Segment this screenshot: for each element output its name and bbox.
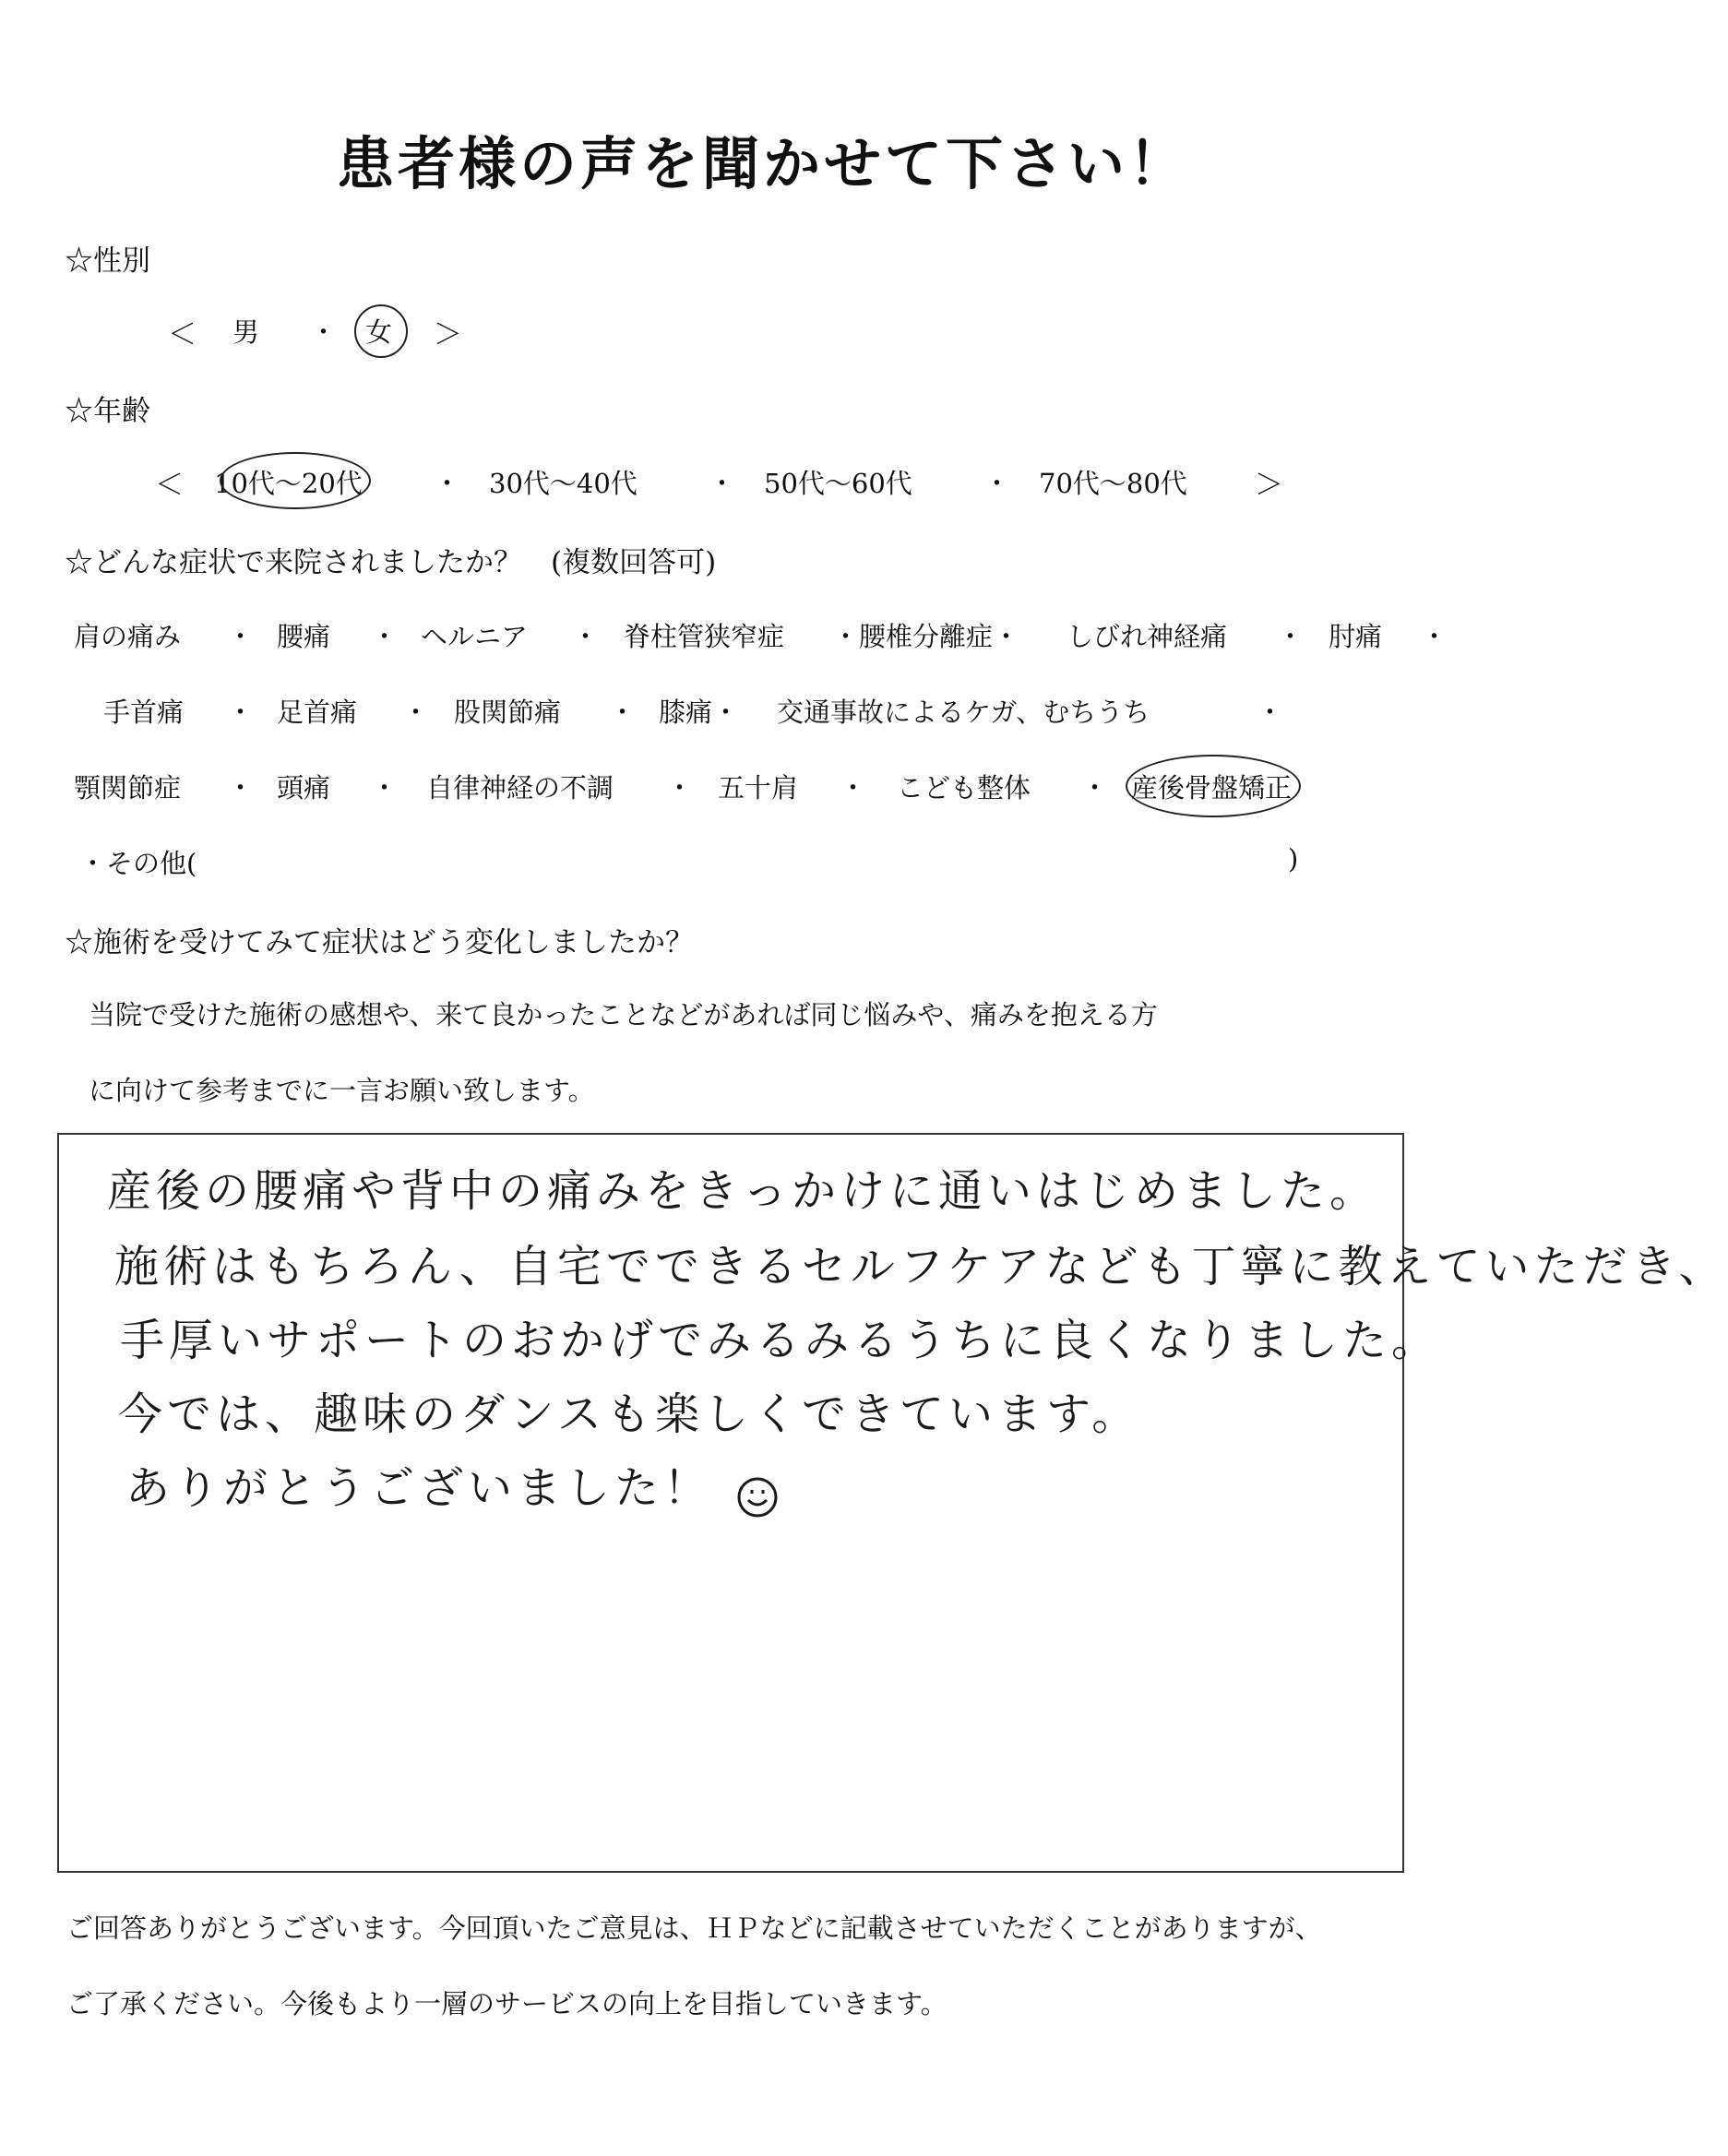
age-heading: ☆年齢 bbox=[65, 395, 150, 428]
symptom-postpartum-pelvis[interactable]: 産後骨盤矯正 bbox=[1131, 772, 1293, 804]
symptom-low-back-pain[interactable]: 腰痛 bbox=[277, 621, 331, 652]
gender-open-bracket: ＜ bbox=[168, 318, 197, 351]
answer-line-5-wrap bbox=[125, 1452, 780, 1523]
answer-line-1: 産後の腰痛や背中の痛みをきっかけに通いはじめました。 bbox=[107, 1165, 1379, 1217]
symptom-wrist-pain[interactable]: 手首痛 bbox=[103, 697, 185, 728]
female-selected-circle bbox=[354, 304, 408, 358]
change-heading: ☆施術を受けてみて症状はどう変化しましたか？ bbox=[65, 926, 694, 959]
symptom-knee-pain[interactable]: 膝痛・ bbox=[659, 697, 740, 728]
gender-heading: ☆性別 bbox=[65, 244, 150, 278]
symptom-hip-joint-pain[interactable]: 股関節痛 bbox=[454, 697, 562, 728]
age-close-bracket: ＞ bbox=[1255, 469, 1283, 502]
symptom-separator: ・ bbox=[227, 772, 255, 804]
symptom-separator: ・ bbox=[1277, 621, 1305, 652]
symptom-hernia[interactable]: ヘルニア bbox=[421, 621, 529, 652]
symptom-shoulder-pain[interactable]: 肩の痛み bbox=[74, 621, 182, 652]
symptom-separator: ・ bbox=[840, 772, 867, 804]
symptom-separator: ・ bbox=[371, 772, 399, 804]
symptom-traffic-accident[interactable]: 交通事故によるケガ、むちうち bbox=[777, 697, 1150, 728]
symptom-autonomic-disorder[interactable]: 自律神経の不調 bbox=[426, 772, 614, 804]
answer-line-4: 今では、趣味のダンスも楽しくできています。 bbox=[118, 1388, 1141, 1440]
gender-option-male[interactable]: 男 bbox=[232, 316, 260, 348]
symptom-ankle-pain[interactable]: 足首痛 bbox=[277, 697, 358, 728]
age-option-50s-60s[interactable]: 50代～60代 bbox=[764, 468, 912, 499]
symptom-kids-seitai[interactable]: こども整体 bbox=[897, 772, 1031, 804]
symptom-separator: ・ bbox=[666, 772, 694, 804]
symptom-separator: ・ bbox=[1257, 697, 1284, 728]
age-separator: ・ bbox=[709, 468, 736, 499]
postpartum-selected-circle bbox=[1126, 755, 1301, 817]
gender-separator: ・ bbox=[310, 316, 338, 348]
symptom-separator: ・ bbox=[402, 697, 430, 728]
gender-close-bracket: ＞ bbox=[434, 318, 462, 351]
answer-line-5: ありがとうございました！ bbox=[125, 1462, 713, 1514]
symptom-tmj[interactable]: 顎関節症 bbox=[74, 772, 182, 804]
change-instruction-line2: に向けて参考までに一言お願い致します。 bbox=[89, 1075, 595, 1106]
change-instruction-line1: 当院で受けた施術の感想や、来て良かったことなどがあれば同じ悩みや、痛みを抱える方 bbox=[89, 999, 1158, 1030]
age-option-70s-80s[interactable]: 70代～80代 bbox=[1039, 468, 1187, 499]
symptom-elbow-pain[interactable]: 肘痛 bbox=[1329, 621, 1383, 652]
symptom-separator: ・ bbox=[572, 621, 600, 652]
age-option-10s-20s[interactable]: 10代～20代 bbox=[214, 468, 363, 499]
age-separator: ・ bbox=[434, 468, 461, 499]
gender-option-female[interactable]: 女 bbox=[365, 316, 393, 348]
smiley-face-icon bbox=[735, 1475, 780, 1523]
answer-line-2: 施術はもちろん、自宅でできるセルフケアなども丁寧に教えていただき、 bbox=[114, 1241, 1728, 1292]
symptom-other-close: ) bbox=[1288, 843, 1299, 875]
age-option-30s-40s[interactable]: 30代～40代 bbox=[489, 468, 638, 499]
symptom-separator: ・ bbox=[609, 697, 637, 728]
footer-line-2: ご了承ください。今後もより一層のサービスの向上を目指していきます。 bbox=[66, 1988, 947, 2019]
symptoms-heading: ☆どんな症状で来院されましたか？ (複数回答可) bbox=[65, 546, 717, 579]
age-selected-circle bbox=[220, 452, 371, 509]
symptom-separator: ・ bbox=[227, 621, 255, 652]
age-separator: ・ bbox=[983, 468, 1011, 499]
symptom-spinal-stenosis[interactable]: 脊柱管狭窄症 bbox=[624, 621, 785, 652]
symptom-separator: ・ bbox=[227, 697, 255, 728]
answer-line-3: 手厚いサポートのおかげでみるみるうちに良くなりました。 bbox=[120, 1315, 1441, 1366]
symptom-frozen-shoulder[interactable]: 五十肩 bbox=[718, 772, 799, 804]
symptom-spondylolysis[interactable]: ・腰椎分離症・ bbox=[832, 621, 1020, 652]
symptom-separator: ・ bbox=[371, 621, 399, 652]
age-open-bracket: ＜ bbox=[155, 469, 184, 502]
symptom-other-label: ・その他( bbox=[79, 848, 197, 879]
symptom-separator: ・ bbox=[1081, 772, 1109, 804]
footer-line-1: ご回答ありがとうございます。今回頂いたご意見は、ＨＰなどに記載させていただくことがありますが、 bbox=[66, 1912, 1322, 1944]
symptom-nerve-pain[interactable]: しびれ神経痛 bbox=[1067, 621, 1228, 652]
symptom-headache[interactable]: 頭痛 bbox=[277, 772, 331, 804]
symptom-separator: ・ bbox=[1421, 621, 1448, 652]
page-title: 患者様の声を聞かせて下さい！ bbox=[336, 130, 1189, 197]
